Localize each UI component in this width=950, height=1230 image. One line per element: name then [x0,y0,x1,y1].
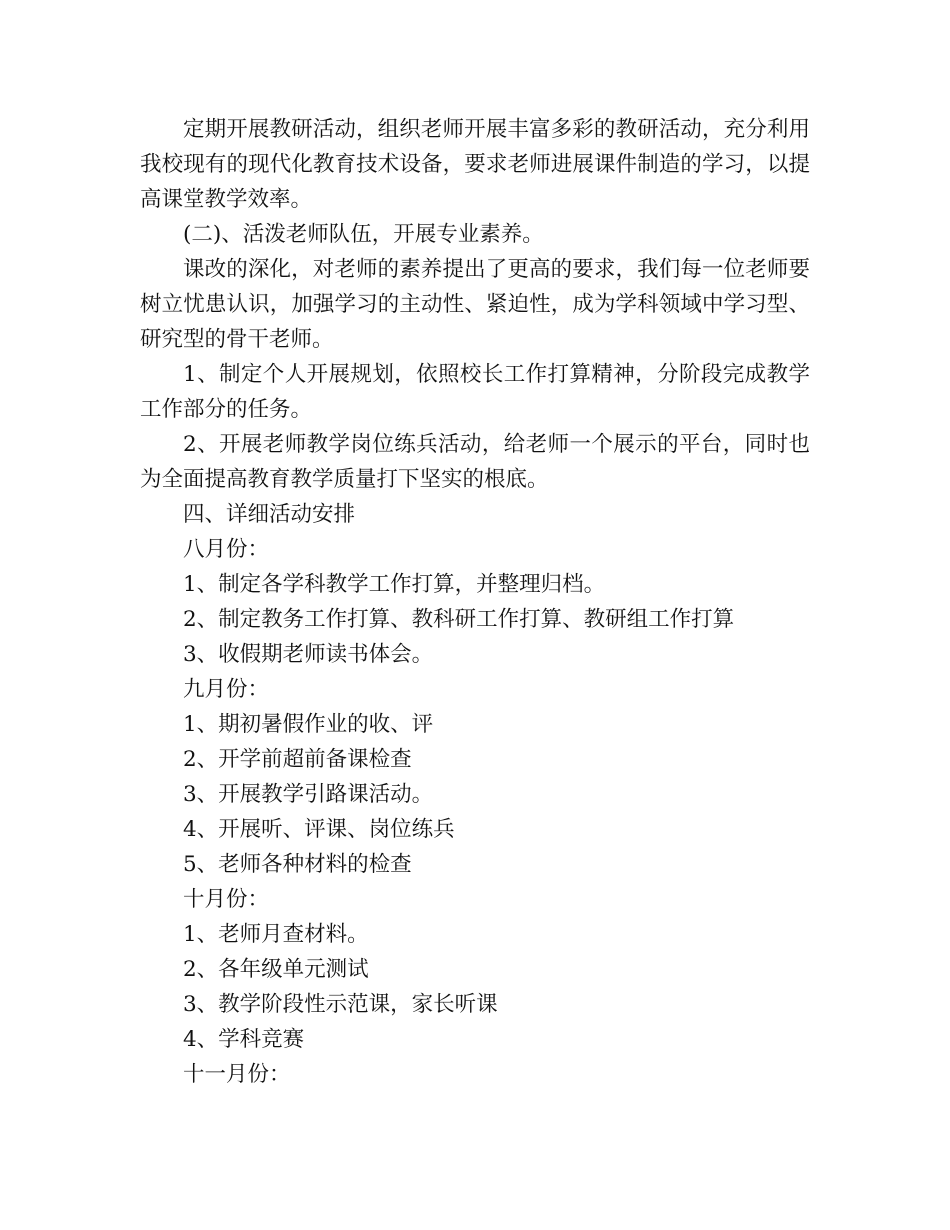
month-label-november: 十一月份： [183,1062,291,1087]
paragraph-heading-team: (二)、活泼老师队伍，开展专业素养。 [183,222,544,247]
paragraph-curriculum-reform: 课改的深化，对老师的素养提出了更高的要求，我们每一位老师要树立忧患认识，加强学习的主动性、紧迫性，成为学科领域中学习型、研究型的骨干老师。 [140,257,810,352]
month-label-september: 九月份： [183,677,270,702]
month-label-october: 十月份： [183,887,270,912]
paragraph-item-practice: 2、开展老师教学岗位练兵活动，给老师一个展示的平台，同时也为全面提高教育教学质量打下坚实的根底。 [140,432,810,492]
document-body [140,112,810,1092]
paragraph-item-plan: 1、制定个人开展规划，依照校长工作打算精神，分阶段完成教学工作部分的任务。 [140,362,810,422]
list-item: 2、各年级单元测试 [183,957,369,982]
list-item: 1、老师月查材料。 [183,922,369,947]
list-item: 1、期初暑假作业的收、评 [183,712,434,737]
list-item: 4、开展听、评课、岗位练兵 [183,817,455,842]
list-item: 1、制定各学科教学工作打算，并整理归档。 [183,572,606,597]
list-item: 3、教学阶段性示范课，家长听课 [183,992,498,1017]
list-item: 3、开展教学引路课活动。 [183,782,434,807]
list-item: 2、制定教务工作打算、教科研工作打算、教研组工作打算 [183,607,735,632]
month-label-august: 八月份： [183,537,270,562]
list-item: 2、开学前超前备课检查 [183,747,412,772]
list-item: 4、学科竞赛 [183,1027,305,1052]
section-title: 四、详细活动安排 [183,502,356,527]
list-item: 3、收假期老师读书体会。 [183,642,434,667]
list-item: 5、老师各种材料的检查 [183,852,412,877]
paragraph-teaching-research: 定期开展教研活动，组织老师开展丰富多彩的教研活动，充分利用我校现有的现代化教育技术设备，要求老师进展课件制造的学习，以提高课堂教学效率。 [140,117,810,212]
